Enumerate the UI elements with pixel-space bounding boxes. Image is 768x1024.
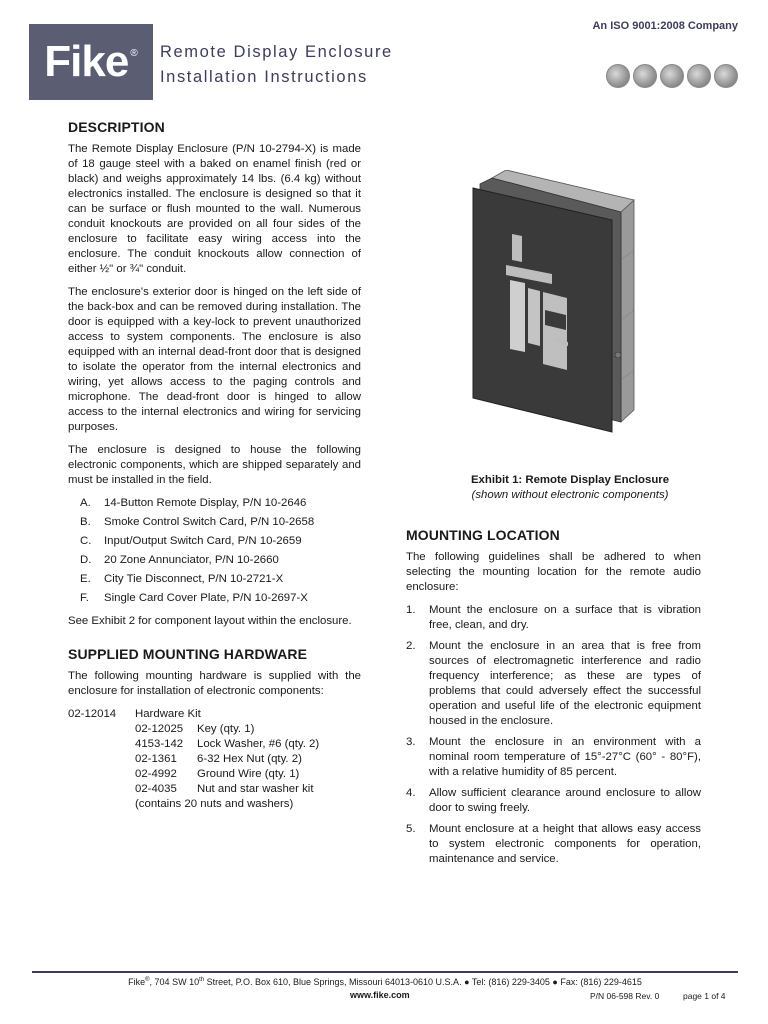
enclosure-illustration: [470, 170, 646, 460]
list-letter: D.: [80, 554, 92, 566]
list-item: [80, 515, 361, 530]
door-cutout: [512, 234, 522, 262]
table-row: [68, 737, 319, 752]
part-number: 02-4035: [135, 783, 177, 795]
list-letter: A.: [80, 497, 91, 509]
door-cutout: [543, 292, 567, 370]
footer-website-link[interactable]: www.fike.com: [350, 990, 410, 1000]
iso-statement: An ISO 9001:2008 Company: [592, 20, 738, 32]
list-item: [406, 786, 701, 816]
hardware-note: (contains 20 nuts and washers): [135, 798, 294, 810]
table-row: [68, 707, 319, 722]
service-icon-3: [660, 64, 684, 88]
list-item: [406, 639, 701, 729]
list-letter: C.: [80, 535, 92, 547]
enclosure-door: [473, 188, 612, 432]
part-desc: Key (qty. 1): [197, 723, 255, 735]
mounting-guidelines: [406, 603, 701, 867]
list-letter: F.: [80, 592, 89, 604]
list-text: Mount the enclosure on a surface that is vibration free, clean, and dry.: [429, 604, 701, 631]
lock-icon: [615, 352, 621, 358]
hardware-table: [68, 707, 319, 812]
list-item: [80, 496, 361, 511]
fike-logo: [29, 24, 153, 100]
part-desc: 6-32 Hex Nut (qty. 2): [197, 753, 302, 765]
footer-divider: [32, 971, 738, 973]
list-text: Input/Output Switch Card, P/N 10-2659: [104, 535, 302, 547]
list-text: City Tie Disconnect, P/N 10-2721-X: [104, 573, 284, 585]
list-item: [80, 591, 361, 606]
list-letter: B.: [80, 516, 91, 528]
service-icon-4: [687, 64, 711, 88]
part-number: 4153-142: [135, 738, 184, 750]
table-row: [68, 752, 319, 767]
list-item: [406, 822, 701, 867]
list-text: Single Card Cover Plate, P/N 10-2697-X: [104, 592, 308, 604]
left-column: [68, 120, 361, 812]
description-paragraph-4: See Exhibit 2 for component layout within the enclosure.: [68, 615, 352, 627]
part-number: 02-4992: [135, 768, 177, 780]
description-paragraph-2: The enclosure's exterior door is hinged on the left side of the back-box and can be removed during installation. The door is equipped with a key-lock to prevent unauthorized access to system components. The enclosure is also equipped with an internal dead-front door that is designed to isolate the operator from the internal electronics and wiring, yet allows access to the paging controls and microphone. The dead-front door is hinged to allow access to the internal electronics and wiring for servicing purposes.: [68, 286, 361, 433]
list-letter: E.: [80, 573, 91, 585]
list-number: 4.: [406, 787, 416, 799]
part-number: 02-1361: [135, 753, 177, 765]
enclosure-side-panel: [621, 200, 634, 422]
description-heading: DESCRIPTION: [68, 119, 165, 135]
hardware-heading: SUPPLIED MOUNTING HARDWARE: [68, 646, 308, 662]
logo-registered-mark: ®: [130, 47, 138, 59]
exhibit-caption: [420, 473, 720, 503]
list-text: Mount the enclosure in an environment with a nominal room temperature of 15°-27°C (60° - 80°F), with a relative humidity of 85 percent.: [429, 736, 701, 778]
description-paragraph-3: The enclosure is designed to house the following electronic components, which are shipped separately and must be installed in the field.: [68, 444, 361, 486]
list-item: [406, 603, 701, 633]
mounting-heading: MOUNTING LOCATION: [406, 527, 560, 543]
footer-address-end: Street, P.O. Box 610, Blue Springs, Missouri 64013-0610 U.S.A. ● Tel: (816) 229-3405 ● Fax: (816) 229-4615: [204, 977, 642, 987]
list-text: Allow sufficient clearance around enclosure to allow door to swing freely.: [429, 787, 701, 814]
part-desc: Ground Wire (qty. 1): [197, 768, 300, 780]
footer-address-start: , 704 SW 10: [149, 977, 200, 987]
list-number: 1.: [406, 604, 416, 616]
right-column: [406, 528, 701, 873]
component-list: [68, 496, 361, 606]
title-line-2: Installation Instructions: [160, 68, 368, 86]
table-row: [68, 797, 319, 812]
door-cutout: [528, 288, 540, 346]
list-number: 2.: [406, 640, 416, 652]
list-text: Mount the enclosure in an area that is free from sources of electromagnetic interference and radio frequency interference; as these are types of problems that could adversely effect the successful operation and useful life of the electronic equipment housed in the enclosure.: [429, 640, 701, 727]
list-text: 20 Zone Annunciator, P/N 10-2660: [104, 554, 279, 566]
footer-registered-mark: ®: [145, 977, 150, 983]
list-item: [406, 735, 701, 780]
list-number: 5.: [406, 823, 416, 835]
door-cutout: [510, 280, 525, 352]
exhibit-caption-subtitle: (shown without electronic components): [471, 489, 669, 501]
part-desc: Lock Washer, #6 (qty. 2): [197, 738, 320, 750]
list-text: 14-Button Remote Display, P/N 10-2646: [104, 497, 307, 509]
footer-part-number: P/N 06-598 Rev. 0: [590, 991, 660, 1001]
footer-address: [32, 977, 738, 987]
list-item: [80, 572, 361, 587]
service-icons: [606, 64, 738, 88]
description-paragraph-1: The Remote Display Enclosure (P/N 10-2794-X) is made of 18 gauge steel with a baked on enamel finish (red or black) and weighs approximately 14 lbs. (6.4 kg) without electronics installed. The enclosure is designed so that it can be surface or flush mounted to the wall. Numerous conduit knockouts are provided on all four sides of the enclosure to facilitate easy wiring access into the enclosure. The conduit knockouts allow connection of either ½" or ¾" conduit.: [68, 143, 361, 275]
exhibit-caption-title: Exhibit 1: Remote Display Enclosure: [470, 474, 670, 486]
table-row: [68, 767, 319, 782]
footer-company: Fike: [128, 977, 146, 987]
hardware-intro: The following mounting hardware is supplied with the enclosure for installation of electronic components:: [68, 670, 361, 697]
part-desc: Nut and star washer kit: [197, 783, 314, 795]
service-icon-1: [606, 64, 630, 88]
part-number: 02-12025: [135, 723, 184, 735]
footer-page-number: page 1 of 4: [683, 991, 726, 1001]
mounting-intro: The following guidelines shall be adhered to when selecting the mounting location for the remote audio enclosure:: [406, 551, 701, 593]
list-item: [80, 553, 361, 568]
document-title: [160, 40, 393, 90]
table-row: [68, 722, 319, 737]
table-row: [68, 782, 319, 797]
title-line-1: Remote Display Enclosure: [160, 43, 393, 61]
list-text: Mount enclosure at a height that allows easy access to system electronic components for operation, maintenance and service.: [429, 823, 701, 865]
footer-ordinal: th: [199, 977, 205, 983]
list-number: 3.: [406, 736, 416, 748]
service-icon-5: [714, 64, 738, 88]
kit-name: Hardware Kit: [135, 708, 201, 720]
list-item: [80, 534, 361, 549]
logo-text: Fike: [44, 37, 129, 86]
kit-part-number: 02-12014: [68, 708, 117, 720]
service-icon-2: [633, 64, 657, 88]
list-text: Smoke Control Switch Card, P/N 10-2658: [104, 516, 315, 528]
